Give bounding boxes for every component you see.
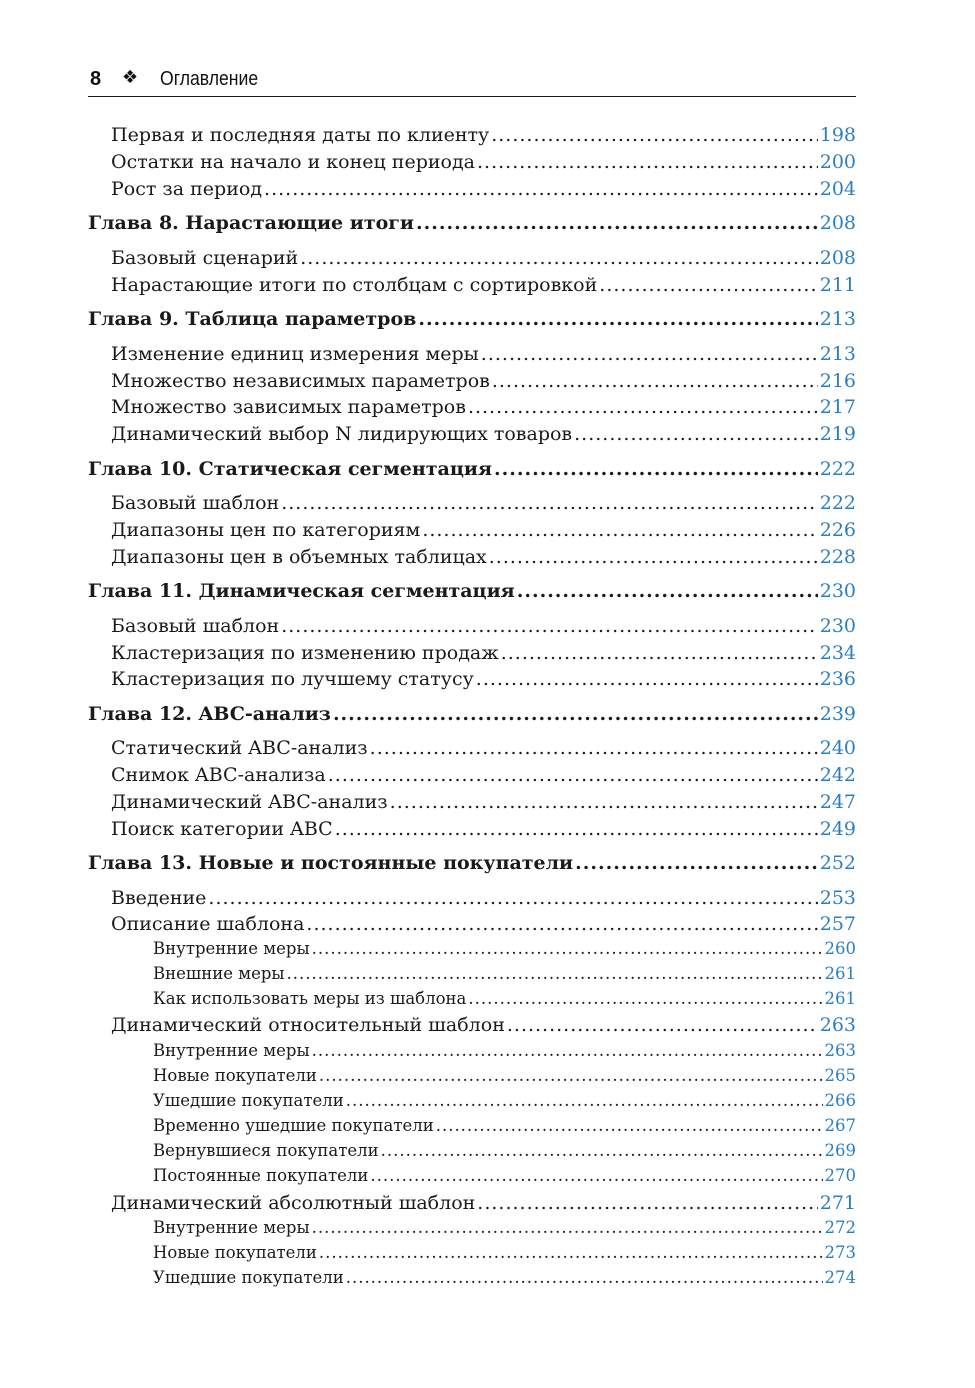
toc-subsection-entry[interactable] — [153, 1166, 856, 1190]
toc-page-link[interactable]: 266 — [824, 1091, 856, 1110]
toc-entry-title: Новые покупатели — [153, 1066, 317, 1085]
toc-section-entry[interactable] — [111, 642, 856, 668]
dot-leader — [418, 308, 817, 330]
toc-chapter-entry[interactable] — [88, 852, 856, 880]
toc-entry-title: Нарастающие итоги по столбцам с сортировкой — [111, 274, 598, 296]
toc-page-link[interactable]: 274 — [824, 1268, 856, 1287]
toc-page-link[interactable]: 226 — [819, 519, 856, 541]
toc-page-link[interactable]: 267 — [824, 1116, 856, 1135]
toc-page-link[interactable]: 204 — [819, 178, 856, 200]
dot-leader — [370, 1166, 822, 1185]
dot-leader — [492, 370, 818, 392]
dot-leader — [599, 274, 817, 296]
dot-leader — [476, 668, 818, 690]
toc-page-link[interactable]: 270 — [824, 1166, 856, 1185]
toc-section-entry[interactable] — [111, 913, 856, 939]
dot-leader — [575, 852, 818, 874]
toc-entry-title: Динамический ABC-анализ — [111, 791, 388, 813]
toc-page-link[interactable]: 272 — [824, 1218, 856, 1237]
dot-leader — [328, 764, 818, 786]
toc-entry-title: Глава 10. Статическая сегментация — [88, 458, 492, 480]
toc-entry-title: Рост за период — [111, 178, 263, 200]
toc-section-entry[interactable] — [111, 887, 856, 913]
toc-section-entry[interactable] — [111, 818, 856, 844]
toc-page-link[interactable]: 219 — [819, 423, 856, 445]
dot-leader — [477, 151, 818, 173]
dot-leader — [491, 124, 818, 146]
toc-entry-title: Глава 13. Новые и постоянные покупатели — [88, 852, 574, 874]
toc-page-link[interactable]: 208 — [819, 247, 856, 269]
toc-page-link[interactable]: 230 — [819, 580, 856, 602]
toc-entry-title: Глава 12. ABC-анализ — [88, 703, 331, 725]
toc-section-entry[interactable] — [111, 492, 856, 518]
dot-leader — [416, 212, 818, 234]
toc-page-link[interactable]: 217 — [819, 396, 856, 418]
toc-entry-title: Внешние меры — [153, 964, 285, 983]
toc-subsection-entry[interactable] — [153, 1066, 856, 1090]
toc-page-link[interactable]: 269 — [824, 1141, 856, 1160]
dot-leader — [507, 1014, 818, 1036]
toc-page-link[interactable]: 211 — [819, 274, 856, 296]
dot-leader — [312, 1041, 823, 1060]
toc-section-entry[interactable] — [111, 546, 856, 572]
dot-leader — [346, 1091, 823, 1110]
toc-section-entry[interactable] — [111, 423, 856, 449]
dot-leader — [481, 343, 818, 365]
toc-page-link[interactable]: 216 — [819, 370, 856, 392]
dot-leader — [281, 492, 818, 514]
toc-section-entry[interactable] — [111, 615, 856, 641]
dot-leader — [494, 458, 818, 480]
toc-entry-title: Ушедшие покупатели — [153, 1268, 344, 1287]
toc-page-link[interactable]: 222 — [819, 458, 856, 480]
toc-section-entry[interactable] — [111, 178, 856, 204]
dot-leader — [501, 642, 818, 664]
toc-entry-title: Глава 9. Таблица параметров — [88, 308, 417, 330]
dot-leader — [574, 423, 818, 445]
toc-page-link[interactable]: 228 — [819, 546, 856, 568]
toc-section-entry[interactable] — [111, 1014, 856, 1040]
toc-page-link[interactable]: 247 — [819, 791, 856, 813]
toc-entry-title: Множество независимых параметров — [111, 370, 490, 392]
toc-page-link[interactable]: 260 — [824, 939, 856, 958]
dot-leader — [477, 1192, 817, 1214]
dot-leader — [264, 178, 818, 200]
toc-page-link[interactable]: 263 — [824, 1041, 856, 1060]
dot-leader — [468, 396, 818, 418]
dot-leader — [468, 989, 822, 1008]
dot-leader — [422, 519, 817, 541]
toc-entry-title: Диапазоны цен в объемных таблицах — [111, 546, 487, 568]
dot-leader — [306, 913, 817, 935]
toc-entry-title: Внутренние меры — [153, 1041, 310, 1060]
toc-entry-title: Статический ABC-анализ — [111, 737, 368, 759]
toc-page-link[interactable]: 257 — [819, 913, 856, 935]
toc-entry-title: Временно ушедшие покупатели — [153, 1116, 434, 1135]
toc-entry-title: Постоянные покупатели — [153, 1166, 369, 1185]
toc-entry-title: Динамический относительный шаблон — [111, 1014, 505, 1036]
toc-section-entry[interactable] — [111, 1192, 856, 1218]
toc-section-entry[interactable] — [111, 396, 856, 422]
toc-entry-title: Глава 8. Нарастающие итоги — [88, 212, 415, 234]
toc-section-entry[interactable] — [111, 764, 856, 790]
toc-page-link[interactable]: 234 — [819, 642, 856, 664]
toc-page-link[interactable]: 261 — [824, 989, 856, 1008]
toc-entry-title: Базовый шаблон — [111, 615, 280, 637]
toc-entry-title: Остатки на начало и конец периода — [111, 151, 475, 173]
page-title: Оглавление — [160, 68, 259, 90]
toc-page-link[interactable]: 261 — [824, 964, 856, 983]
dot-leader — [333, 703, 818, 725]
dot-leader — [319, 1066, 823, 1085]
toc-page-link[interactable]: 200 — [819, 151, 856, 173]
toc-page-link[interactable]: 222 — [819, 492, 856, 514]
dot-leader — [287, 964, 823, 983]
toc-page-link[interactable]: 265 — [824, 1066, 856, 1085]
toc-page-link[interactable]: 230 — [819, 615, 856, 637]
toc-entry-title: Динамический абсолютный шаблон — [111, 1192, 476, 1214]
toc-subsection-entry[interactable] — [153, 1141, 856, 1165]
dot-leader — [312, 1218, 823, 1237]
toc-entry-title: Диапазоны цен по категориям — [111, 519, 421, 541]
toc-page-link[interactable]: 253 — [819, 887, 856, 909]
dot-leader — [370, 737, 818, 759]
toc-entry-title: Базовый шаблон — [111, 492, 280, 514]
toc-entry-title: Снимок ABC-анализа — [111, 764, 326, 786]
toc-entry-title: Кластеризация по изменению продаж — [111, 642, 499, 664]
toc-section-entry[interactable] — [111, 247, 856, 273]
toc-section-entry[interactable] — [111, 737, 856, 763]
dot-leader — [312, 939, 823, 958]
toc-entry-title: Внутренние меры — [153, 1218, 310, 1237]
toc-entry-title: Изменение единиц измерения меры — [111, 343, 479, 365]
toc-subsection-entry[interactable] — [153, 1116, 856, 1140]
toc-page-link[interactable]: 249 — [819, 818, 856, 840]
toc-subsection-entry[interactable] — [153, 1218, 856, 1242]
dot-leader — [346, 1268, 823, 1287]
toc-entry-title: Введение — [111, 887, 207, 909]
toc-entry-title: Первая и последняя даты по клиенту — [111, 124, 490, 146]
toc-entry-title: Кластеризация по лучшему статусу — [111, 668, 474, 690]
toc-section-entry[interactable] — [111, 274, 856, 300]
toc-entry-title: Внутренние меры — [153, 939, 310, 958]
toc-section-entry[interactable] — [111, 124, 856, 150]
toc-subsection-entry[interactable] — [153, 989, 856, 1013]
dot-leader — [300, 247, 818, 269]
toc-section-entry[interactable] — [111, 370, 856, 396]
toc-subsection-entry[interactable] — [153, 1243, 856, 1267]
toc-entry-title: Вернувшиеся покупатели — [153, 1141, 379, 1160]
toc-page-link[interactable]: 198 — [819, 124, 856, 146]
dot-leader — [208, 887, 817, 909]
toc-subsection-entry[interactable] — [153, 1041, 856, 1065]
toc-entry-title: Множество зависимых параметров — [111, 396, 466, 418]
toc-entry-title: Поиск категории ABC — [111, 818, 333, 840]
toc-entry-title: Глава 11. Динамическая сегментация — [88, 580, 515, 602]
toc-page-link[interactable]: 236 — [819, 668, 856, 690]
toc-page-link[interactable]: 242 — [819, 764, 856, 786]
ornament-icon: ❖ — [122, 67, 139, 88]
dot-leader — [335, 818, 818, 840]
toc-entry-title: Базовый сценарий — [111, 247, 299, 269]
toc-chapter-entry[interactable] — [88, 308, 856, 336]
toc-entry-title: Новые покупатели — [153, 1243, 317, 1262]
toc-section-entry[interactable] — [111, 151, 856, 177]
dot-leader — [319, 1243, 823, 1262]
toc-page-link[interactable]: 271 — [819, 1192, 856, 1214]
toc-page-link[interactable]: 208 — [819, 212, 856, 234]
toc-subsection-entry[interactable] — [153, 939, 856, 963]
toc-page-link[interactable]: 240 — [819, 737, 856, 759]
dot-leader — [390, 791, 818, 813]
dot-leader — [436, 1116, 823, 1135]
toc-page-link[interactable]: 213 — [819, 308, 856, 330]
toc-subsection-entry[interactable] — [153, 964, 856, 988]
toc-section-entry[interactable] — [111, 519, 856, 545]
toc-entry-title: Динамический выбор N лидирующих товаров — [111, 423, 573, 445]
toc-entry-title: Как использовать меры из шаблона — [153, 989, 467, 1008]
toc-chapter-entry[interactable] — [88, 703, 856, 731]
toc-page-link[interactable]: 263 — [819, 1014, 856, 1036]
toc-page-link[interactable]: 252 — [819, 852, 856, 874]
toc-section-entry[interactable] — [111, 791, 856, 817]
toc-chapter-entry[interactable] — [88, 212, 856, 240]
toc-page-link[interactable]: 213 — [819, 343, 856, 365]
toc-subsection-entry[interactable] — [153, 1268, 856, 1292]
dot-leader — [517, 580, 818, 602]
toc-page-link[interactable]: 239 — [819, 703, 856, 725]
page-number: 8 — [90, 68, 102, 90]
toc-chapter-entry[interactable] — [88, 580, 856, 608]
toc-subsection-entry[interactable] — [153, 1091, 856, 1115]
toc-section-entry[interactable] — [111, 343, 856, 369]
toc-page-link[interactable]: 273 — [824, 1243, 856, 1262]
dot-leader — [489, 546, 818, 568]
toc-chapter-entry[interactable] — [88, 458, 856, 486]
toc-entry-title: Ушедшие покупатели — [153, 1091, 344, 1110]
toc-section-entry[interactable] — [111, 668, 856, 694]
dot-leader — [381, 1141, 823, 1160]
toc-entry-title: Описание шаблона — [111, 913, 305, 935]
dot-leader — [281, 615, 818, 637]
